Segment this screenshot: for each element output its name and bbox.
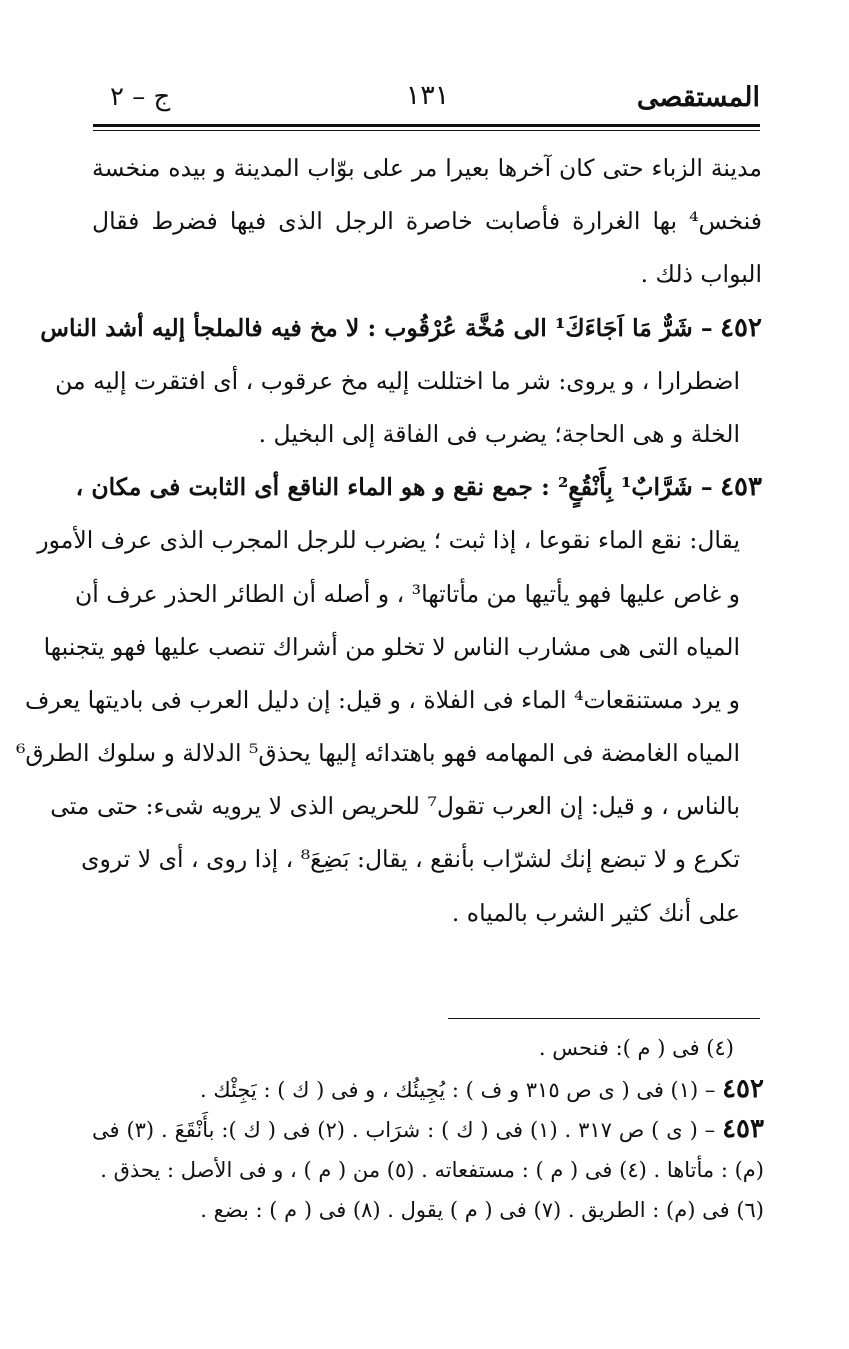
footnote-entry-number: ٤٥٢	[722, 1073, 764, 1104]
running-title: المستقصى	[636, 82, 760, 113]
text-line: البواب ذلك .	[640, 260, 762, 289]
footnotes	[92, 1028, 764, 1231]
entry-text: – شَرَّابٌ¹ بِأَنْقُعٍ² : جمع نقع و هو الماء الناقع أى الثابت فى مكان ،	[75, 473, 713, 502]
proverb-entry-452-first-line	[40, 302, 762, 355]
main-text	[15, 142, 762, 940]
text-line: المياه التى هى مشارب الناس لا تخلو من أشراك تنصب عليها فهو يتجنبها	[43, 632, 740, 661]
footnote-text: (م) : مأتاها . (٤) فى ( م ) : مستفعاته . (٥) من ( م ) ، و فى الأصل : يحذق .	[100, 1157, 764, 1182]
volume-indicator: ج – ٢	[110, 82, 171, 112]
footnote-text: (٤) فى ( م ): فنحس .	[538, 1036, 734, 1060]
proverb-entry-453-first-line	[75, 461, 762, 514]
text-line: بالناس ، و قيل: إن العرب تقول⁷ للحريص الذى لا يرويه شىء: حتى متى	[50, 792, 740, 821]
text-line: يقال: نقع الماء نقوعا ، إذا ثبت ؛ يضرب للرجل المجرب الذى عرف الأمور	[37, 526, 740, 555]
footnote-line	[92, 1190, 764, 1231]
footnote-line	[92, 1109, 764, 1150]
header-rule-thick	[93, 124, 760, 127]
text-line: اضطرارا ، و يروى: شر ما اختللت إليه مخ عرقوب ، أى افتقرت إليه من	[55, 366, 740, 395]
footnote-line	[92, 1150, 764, 1191]
text-line: فنخس⁴ بها الغرارة فأصابت خاصرة الرجل الذى فيها فضرط فقال	[92, 207, 762, 236]
text-line: تكرع و لا تبضع إنك لشرّاب بأنقع ، يقال: بَضِعَ⁸ ، إذا روى ، أى لا تروى	[81, 845, 740, 874]
footnote-separator	[448, 1018, 760, 1019]
footnote-text: (٦) فى (م) : الطريق . (٧) فى ( م ) يقول . (٨) فى ( م ) : بضع .	[200, 1198, 764, 1222]
entry-text: – شَرٌّ مَا اَجَاءَكَ¹ الى مُخَّة عُرْقُوب : لا مخ فيه فالملجأ إليه أشد الناس	[40, 313, 713, 342]
entry-number: ٤٥٢	[720, 312, 762, 343]
footnote-text: – (١) فى ( ى ص ٣١٥ و ف ) : يُجِيئُك ، و فى ( ك ) : يَجِئْك .	[200, 1077, 716, 1102]
page-header	[95, 78, 760, 118]
header-rule-thin	[93, 130, 760, 131]
text-line: و يرد مستنقعات⁴ الماء فى الفلاة ، و قيل: إن دليل العرب فى باديتها يعرف	[25, 685, 740, 714]
text-line: و غاص عليها فهو يأتيها من مأتاتها³ ، و أصله أن الطائر الحذر عرف أن	[75, 579, 740, 608]
footnote-line	[92, 1028, 764, 1069]
footnote-line	[92, 1069, 764, 1110]
text-line: مدينة الزباء حتى كان آخرها بعيرا مر على بوّاب المدينة و بيده منخسة	[92, 154, 762, 182]
text-line: على أنك كثير الشرب بالمياه .	[451, 898, 740, 927]
footnote-text: – ( ى ) ص ٣١٧ . (١) فى ( ك ) : شرَاب . (٢) فى ( ك ): بأَنْقَعَ . (٣) فى	[92, 1118, 716, 1142]
entry-number: ٤٥٣	[720, 472, 762, 503]
footnote-entry-number: ٤٥٣	[722, 1114, 764, 1144]
text-line: المياه الغامضة فى المهامه فهو باهتدائه إليها يحذق⁵ الدلالة و سلوك الطرق⁶	[15, 739, 740, 768]
page-number: ١٣١	[405, 80, 450, 111]
text-line: الخلة و هى الحاجة؛ يضرب فى الفاقة إلى البخيل .	[258, 419, 740, 448]
